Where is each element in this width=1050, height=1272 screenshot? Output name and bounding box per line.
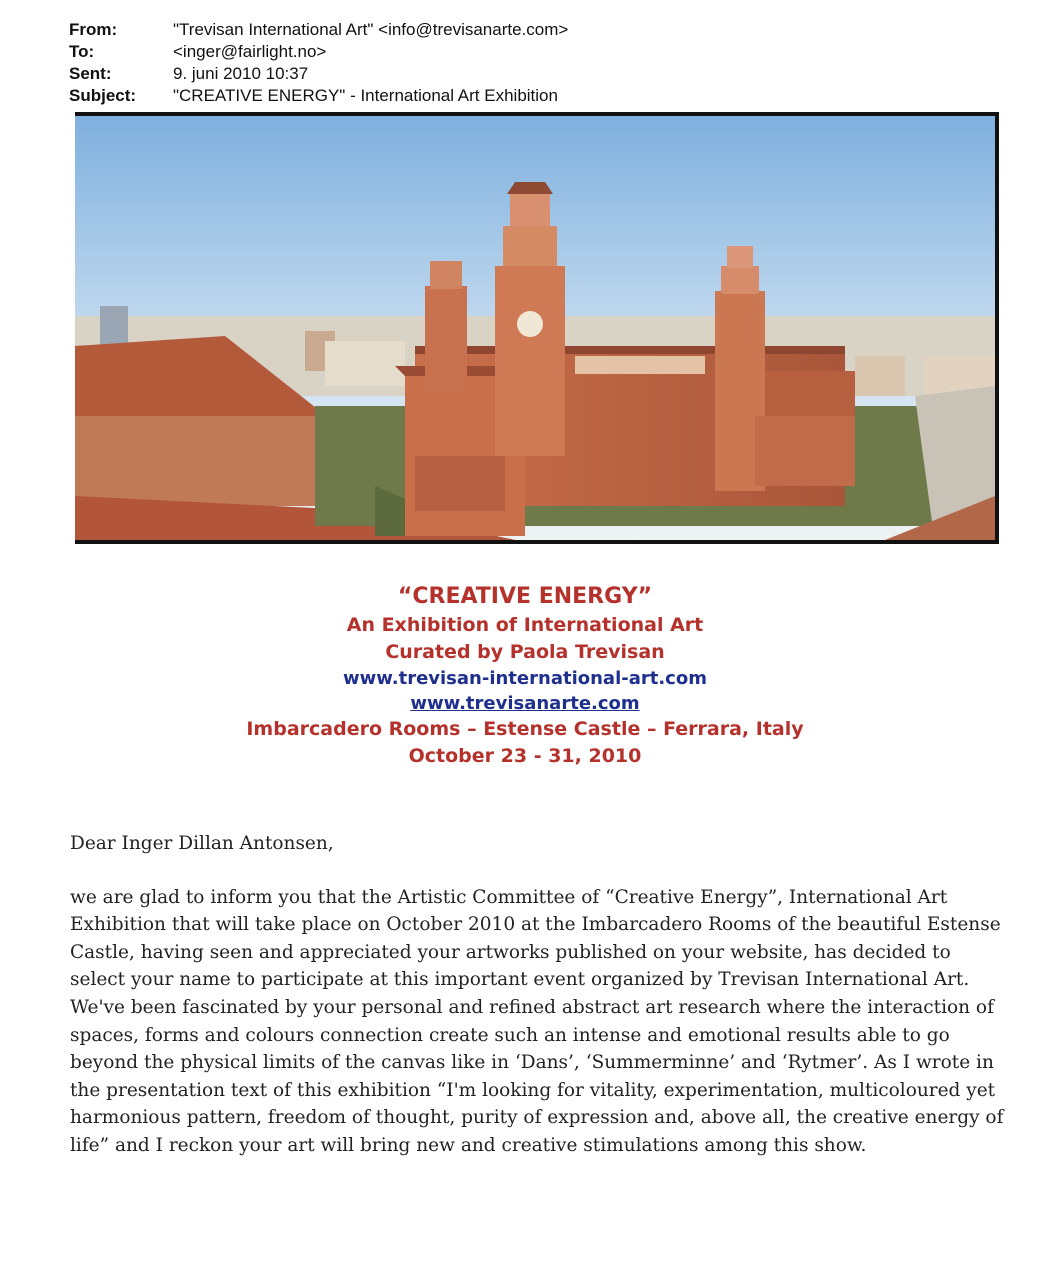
subject-value: "CREATIVE ENERGY" - International Art Exhibition [173,86,558,105]
to-row [69,42,999,64]
to-label: To: [69,42,95,61]
website-link-2[interactable]: www.trevisanarte.com [410,693,640,714]
castle-photo [75,112,999,544]
to-value: <inger@fairlight.no> [173,42,327,61]
letter-paragraph-1: we are glad to inform you that the Artistic Committee of “Creative Energy”, International Art Exhibition that will take place on October 2010 at the Imbarcadero Rooms of the beautiful Estense Castle, having seen and appreciated your artworks published on your website, has decided to select your name to participate at this important event organized by Trevisan International Art. [70,886,1001,991]
castle-illustration [75,116,995,544]
subject-label: Subject: [69,86,137,105]
sent-label: Sent: [69,64,112,83]
sent-value: 9. juni 2010 10:37 [173,64,309,83]
curator-line: Curated by Paola Trevisan [385,641,665,663]
email-header [69,20,999,108]
letter-body [70,830,1010,1160]
sent-row [69,64,999,86]
from-row [69,20,999,42]
exhibition-title-block [0,582,1050,770]
website-link-1[interactable]: www.trevisan-international-art.com [343,668,707,689]
from-label: From: [69,20,118,39]
venue-line: Imbarcadero Rooms – Estense Castle – Ferrara, Italy [246,718,804,740]
exhibition-title: “CREATIVE ENERGY” [397,584,653,609]
letter-greeting: Dear Inger Dillan Antonsen, [70,833,334,854]
from-value: "Trevisan International Art" <info@trevisanarte.com> [173,20,569,39]
subject-row [69,86,999,108]
exhibition-subtitle: An Exhibition of International Art [346,614,704,636]
dates-line: October 23 - 31, 2010 [408,745,642,767]
letter-paragraph-2: We've been fascinated by your personal and refined abstract art research where the interaction of spaces, forms and colours connection create such an intense and emotional results able to go beyond the physical limits of the canvas like in ‘Dans’, ‘Summerminne’ and ‘Rytmer’. As I wrote in the presentation text of this exhibition “I'm looking for vitality, experimentation, multicoloured yet harmonious pattern, freedom of thought, purity of expression and, above all, the creative energy of life” and I reckon your art will bring new and creative stimulations among this show. [70,996,1004,1156]
